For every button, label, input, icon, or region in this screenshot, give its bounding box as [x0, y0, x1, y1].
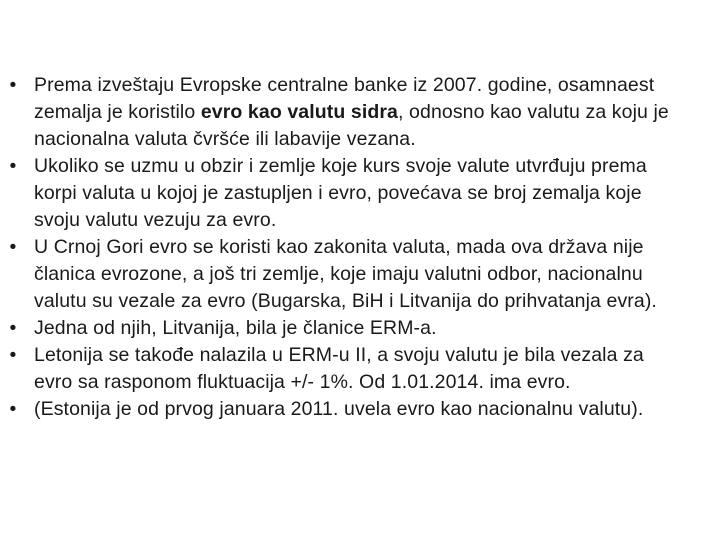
- bullet-dot-icon: •: [9, 155, 17, 177]
- bullet-text-5: Letonija se takođe nalazila u ERM-u II, a svoju valutu je bila vezala za evro sa rasponom fluktuacija +/- 1%. Od 1.01.2014. ima evro.: [34, 344, 644, 393]
- bullet-list: [0, 72, 720, 423]
- bullet-item-3: [0, 234, 674, 315]
- bullet-text-1a: Prema izveštaju Evropske centralne banke iz 2007. godine, osamnaest zemalja je koristilo: [34, 74, 655, 123]
- bullet-dot-icon: •: [9, 317, 17, 339]
- bullet-text-1-bold: evro kao valutu sidra: [200, 101, 399, 123]
- bullet-item-1: [0, 72, 674, 153]
- bullet-item-6: [0, 396, 674, 423]
- bullet-text-1b: , odnosno kao valutu za koju je nacionalna valuta čvršće ili labavije vezana.: [34, 101, 669, 150]
- bullet-dot-icon: •: [9, 236, 17, 258]
- bullet-text-6: (Estonija je od prvog januara 2011. uvela evro kao nacionalnu valutu).: [34, 398, 644, 420]
- bullet-item-4: [0, 315, 674, 342]
- bullet-dot-icon: •: [9, 344, 17, 366]
- bullet-item-5: [0, 342, 674, 396]
- bullet-dot-icon: •: [9, 398, 17, 420]
- bullet-dot-icon: •: [9, 74, 17, 96]
- bullet-text-2: Ukoliko se uzmu u obzir i zemlje koje kurs svoje valute utvrđuju prema korpi valuta u kojoj je zastupljen i evro, povećava se broj zemalja koje svoju valutu vezuju za evro.: [34, 155, 647, 231]
- bullet-text-3: U Crnoj Gori evro se koristi kao zakonita valuta, mada ova država nije članica evrozone, a još tri zemlje, koje imaju valutni odbor, nacionalnu valutu su vezale za evro (Bugarska, BiH i Litvanija do prihvatanja evra).: [34, 236, 657, 312]
- bullet-item-2: [0, 153, 674, 234]
- bullet-text-4: Jedna od njih, Litvanija, bila je članice ERM-a.: [34, 317, 437, 339]
